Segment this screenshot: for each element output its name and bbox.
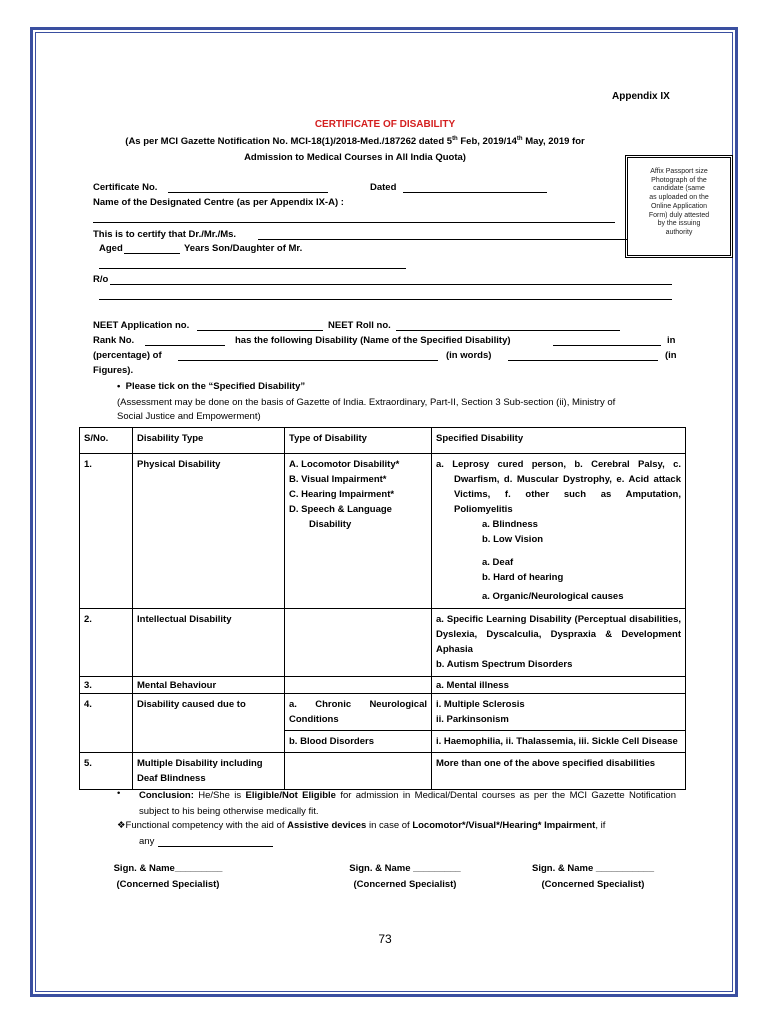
parent-name-field[interactable]	[99, 268, 406, 269]
signature-name-2[interactable]: Sign. & Name _________	[349, 863, 461, 874]
address-label: R/o	[93, 274, 109, 285]
disability-table	[79, 427, 686, 790]
conclusion-label: Conclusion:	[139, 790, 194, 801]
table-row[interactable]	[80, 753, 686, 790]
certificate-no-field[interactable]	[168, 192, 328, 193]
designated-centre-label: Name of the Designated Centre (as per Appendix IX-A) :	[93, 197, 344, 208]
row-sno: 4.	[80, 694, 133, 753]
percentage-label: (percentage) of	[93, 350, 162, 361]
photo-box-text: Form) duly attested	[648, 211, 710, 219]
diamond-check-icon: ❖	[117, 820, 126, 831]
conclusion-bullet-icon: •	[117, 788, 121, 799]
conclusion-text	[139, 788, 676, 819]
mental-illness-option[interactable]: a. Mental illness	[432, 677, 686, 694]
signature-block-1	[98, 861, 238, 893]
autism-option[interactable]: b. Autism Spectrum Disorders	[436, 659, 573, 670]
functional-text-1: Functional competency with the aid of	[125, 820, 288, 831]
signature-block-3	[518, 861, 668, 893]
table-header-row	[80, 428, 686, 454]
organic-neurological-option[interactable]: a. Organic/Neurological causes	[482, 591, 624, 602]
photo-box-text: candidate (same	[653, 185, 705, 193]
assessment-note-1: (Assessment may be done on the basis of Gazette of India. Extraordinary, Part-II, Section 3 Sub-section (ii), Ministry of	[117, 397, 616, 408]
eligibility-choice[interactable]: Eligible/Not Eligible	[245, 790, 336, 801]
speech-option-cont: Disability	[309, 519, 352, 530]
row-specified-disability	[432, 454, 686, 609]
in-words-label: (in words)	[446, 350, 492, 361]
percentage-field[interactable]	[178, 360, 438, 361]
impairment-choice[interactable]: Locomotor*/Visual*/Hearing* Impairment	[412, 820, 596, 831]
speech-option[interactable]: D. Speech & Language	[289, 504, 392, 515]
age-field[interactable]	[124, 253, 180, 254]
visual-option[interactable]: B. Visual Impairment*	[289, 474, 387, 485]
row-disability-type: Mental Behaviour	[133, 677, 285, 694]
locomotor-option[interactable]: A. Locomotor Disability*	[289, 459, 400, 470]
row-type-of-disability	[285, 677, 432, 694]
assessment-note-2: Social Justice and Empowerment)	[117, 411, 261, 422]
table-row[interactable]	[80, 677, 686, 694]
row-disability-type: Disability caused due to	[133, 694, 285, 753]
hard-of-hearing-option[interactable]: b. Hard of hearing	[482, 572, 564, 583]
signature-name-3[interactable]: Sign. & Name ___________	[532, 863, 654, 874]
functional-text-2: in case of	[366, 820, 413, 831]
table-row[interactable]	[80, 609, 686, 677]
row-specified-disability	[432, 609, 686, 677]
multiple-sclerosis-option[interactable]: i. Multiple Sclerosis	[436, 699, 525, 710]
row-sno: 3.	[80, 677, 133, 694]
photo-box-text: authority	[665, 228, 693, 236]
years-label: Years Son/Daughter of Mr.	[184, 243, 303, 254]
header-specified-disability: Specified Disability	[432, 428, 686, 454]
header-disability-type: Disability Type	[133, 428, 285, 454]
header-sno: S/No.	[80, 428, 133, 454]
specified-disability-label: has the following Disability (Name of the Specified Disability)	[235, 335, 511, 346]
neet-application-label: NEET Application no.	[93, 320, 190, 331]
row-type-of-disability	[285, 609, 432, 677]
certificate-no-label: Certificate No.	[93, 182, 158, 193]
candidate-name-field[interactable]	[258, 239, 628, 240]
functional-competency	[117, 820, 605, 831]
in-figures-label: (in	[665, 350, 677, 361]
row-type-of-disability	[285, 454, 432, 609]
blood-disorders-option[interactable]: b. Blood Disorders	[285, 731, 432, 753]
neet-application-field[interactable]	[197, 330, 323, 331]
aged-label: Aged	[99, 243, 123, 254]
learning-disability-option[interactable]: a. Specific Learning Disability (Perceptual disabilities, Dyslexia, Dyscalculia, Dyspraxia & Development Aphasia	[436, 614, 681, 655]
any-label: any	[139, 836, 155, 847]
header-type-of-disability: Type of Disability	[285, 428, 432, 454]
dated-field[interactable]	[403, 192, 547, 193]
functional-any-field[interactable]	[158, 846, 273, 847]
certificate-title: CERTIFICATE OF DISABILITY	[314, 119, 456, 130]
photo-box-text: as uploaded on the	[649, 194, 709, 202]
address-field-1[interactable]	[110, 284, 672, 285]
designated-centre-field[interactable]	[93, 222, 615, 223]
row-specified-disability	[432, 694, 686, 731]
hearing-option[interactable]: C. Hearing Impairment*	[289, 489, 395, 500]
row-disability-type: Physical Disability	[133, 454, 285, 609]
specified-disability-field[interactable]	[553, 345, 661, 346]
subtitle-line2: Admission to Medical Courses in All India Quota)	[244, 152, 466, 163]
rank-field[interactable]	[145, 345, 225, 346]
conclusion-text-1: He/She is	[193, 790, 246, 801]
tick-instruction-text: Please tick on the “Specified Disability”	[125, 381, 306, 392]
appendix-label: Appendix IX	[612, 91, 670, 102]
row-sno: 1.	[80, 454, 133, 609]
page-number: 73	[378, 932, 392, 946]
table-row[interactable]	[80, 454, 686, 609]
signature-name-1[interactable]: Sign. & Name_________	[113, 863, 223, 874]
dated-label: Dated	[370, 182, 397, 193]
signature-block-2	[330, 861, 480, 893]
tick-instruction	[117, 381, 305, 392]
conclusion-text-2: for admission in Medical/Dental courses as per the MCI Gazette Notification subject to his being otherwise medically fit.	[139, 790, 676, 817]
subtitle-line1: (As per MCI Gazette Notification No. MCI-18(1)/2018-Med./187262 dated 5th Feb, 2019/14th May, 2019 for	[125, 136, 585, 148]
functional-text-3: , if	[595, 820, 606, 831]
photo-box-text: Photograph of the	[651, 176, 707, 184]
bullet-icon: •	[117, 381, 126, 392]
in-words-field[interactable]	[508, 360, 658, 361]
multiple-disability-option[interactable]: More than one of the above specified disabilities	[432, 753, 686, 790]
neet-roll-label: NEET Roll no.	[328, 320, 391, 331]
blindness-option[interactable]: a. Blindness	[482, 519, 538, 530]
signature-role-1: (Concerned Specialist)	[116, 879, 220, 890]
photo-box-text: Affix Passport size	[650, 168, 708, 175]
low-vision-option[interactable]: b. Low Vision	[482, 534, 544, 545]
rank-label: Rank No.	[93, 335, 135, 346]
parkinsonism-option[interactable]: ii. Parkinsonism	[436, 714, 509, 725]
passport-photo-box	[625, 155, 733, 258]
figures-label: Figures).	[93, 365, 134, 376]
row-disability-type: Intellectual Disability	[133, 609, 285, 677]
row-type-of-disability	[285, 753, 432, 790]
address-field-2[interactable]	[99, 299, 672, 300]
neet-roll-field[interactable]	[396, 330, 620, 331]
photo-box-text: Online Application	[650, 202, 708, 210]
row-sno: 5.	[80, 753, 133, 790]
locomotor-specified[interactable]: a. Leprosy cured person, b. Cerebral Palsy, c. Dwarfism, d. Muscular Dystrophy, e. Acid attack Victims, f. other such as Amputation, Poliomyelitis	[436, 459, 681, 515]
in-label: in	[667, 335, 676, 346]
row-disability-type: Multiple Disability including Deaf Blindness	[133, 753, 285, 790]
chronic-neurological-option[interactable]: a. Chronic Neurological Conditions	[285, 694, 432, 731]
signature-role-2: (Concerned Specialist)	[353, 879, 457, 890]
table-row[interactable]	[80, 694, 686, 731]
deaf-option[interactable]: a. Deaf	[482, 557, 514, 568]
row-sno: 2.	[80, 609, 133, 677]
blood-disorder-specified[interactable]: i. Haemophilia, ii. Thalassemia, iii. Sickle Cell Disease	[432, 731, 686, 753]
certify-label: This is to certify that Dr./Mr./Ms.	[93, 229, 237, 240]
assistive-devices-label: Assistive devices	[287, 820, 367, 831]
signature-role-3: (Concerned Specialist)	[541, 879, 645, 890]
photo-box-text: by the issuing	[657, 220, 701, 228]
